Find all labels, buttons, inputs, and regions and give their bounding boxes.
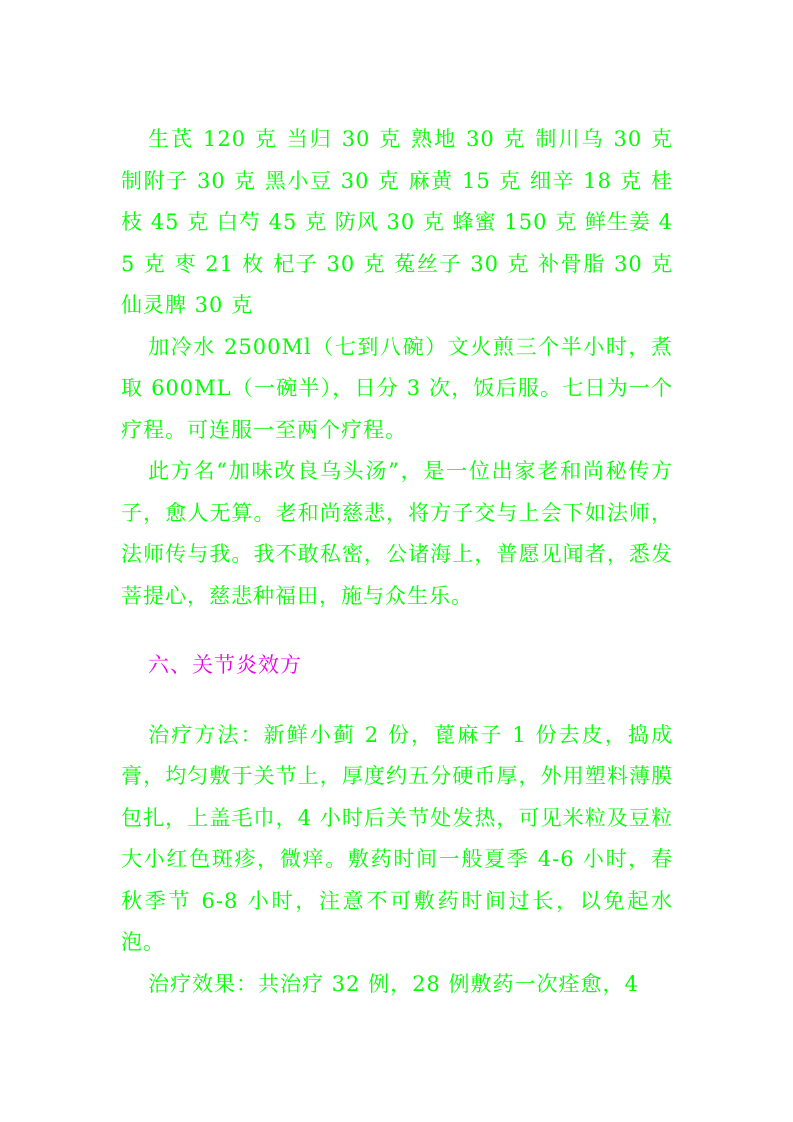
preparation-instructions-paragraph: 加冷水 2500Ml（七到八碗）文火煎三个半小时，煮取 600ML（一碗半），日分 3 次，饭后服。七日为一个疗程。可连服一至两个疗程。 <box>121 334 673 442</box>
treatment-result-paragraph: 治疗效果：共治疗 32 例，28 例敷药一次痊愈，4 <box>148 971 639 996</box>
document-page <box>121 119 673 1005</box>
treatment-method-paragraph: 治疗方法：新鲜小蓟 2 份，蓖麻子 1 份去皮，捣成膏，均匀敷于关节上，厚度约五分硬币厚，外用塑料薄膜包扎，上盖毛巾，4 小时后关节处发热，可见米粒及豆粒大小红色斑疹，微痒。敷药时间一般夏季 4-6 小时，春秋季节 6-8 小时，注意不可敷药时间过长，以免起水泡。 <box>121 722 673 954</box>
prescription-origin-paragraph: 此方名“加味改良乌头汤”，是一位出家老和尚秘传方子，愈人无算。老和尚慈悲，将方子交与上会下如法师，法师传与我。我不敢私密，公诸海上，普愿见闻者，悉发菩提心，慈悲种福田，施与众生乐。 <box>121 459 673 608</box>
section-heading: 六、关节炎效方 <box>148 653 302 677</box>
prescription-ingredients-paragraph: 生芪 120 克 当归 30 克 熟地 30 克 制川乌 30 克 制附子 30 克 黑小豆 30 克 麻黄 15 克 细辛 18 克 桂枝 45 克 白芍 45 克 防风 30 克 蜂蜜 150 克 鲜生姜 45 克 枣 21 枚 杞子 30 克 菟丝子 30 克 补骨脂 30 克 仙灵脾 30 克 <box>121 127 673 317</box>
